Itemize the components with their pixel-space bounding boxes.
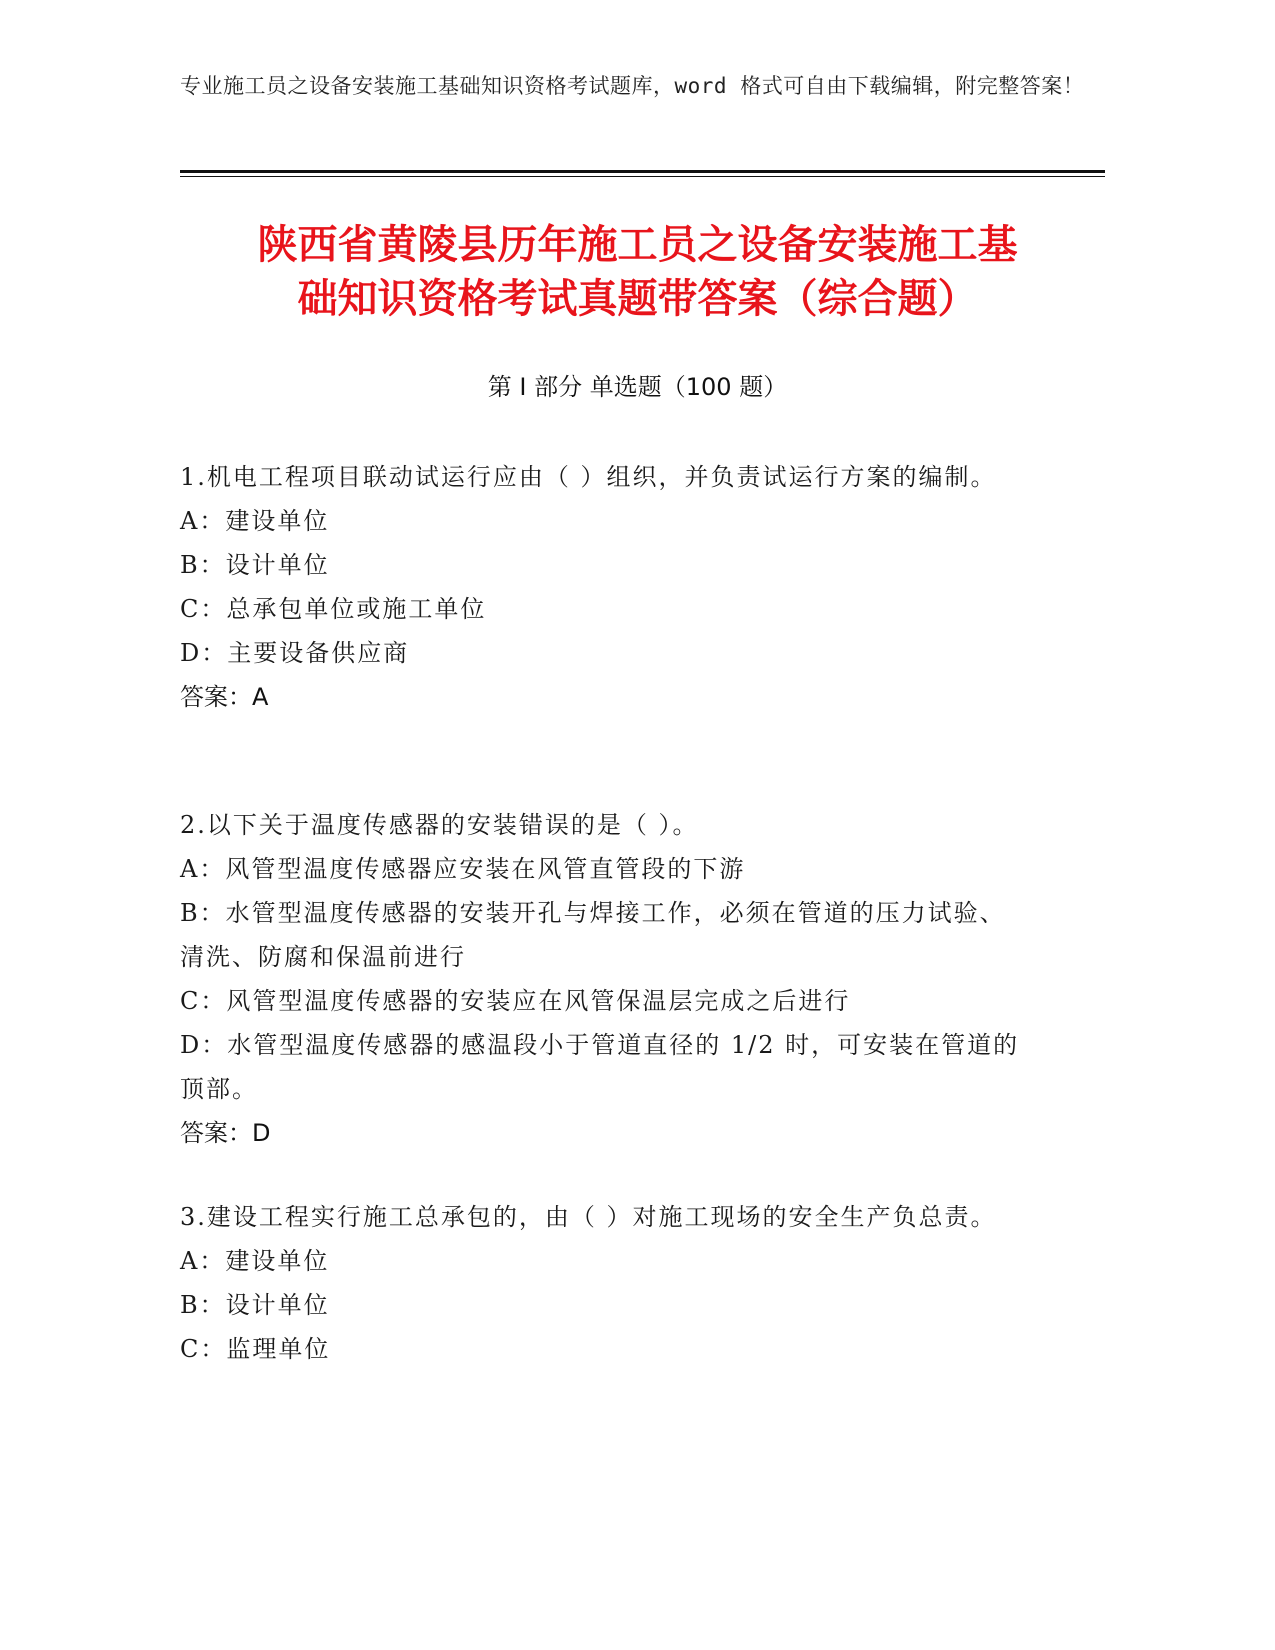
header-note: 专业施工员之设备安装施工基础知识资格考试题库，word 格式可自由下载编辑，附完整答案！ [180, 74, 1085, 98]
question-stem: 3.建设工程实行施工总承包的，由（ ）对施工现场的安全生产负总责。 [180, 1203, 997, 1231]
option-c: C：监理单位 [180, 1335, 331, 1363]
option-a: A：建设单位 [180, 507, 330, 535]
question-stem: 1.机电工程项目联动试运行应由（ ）组织，并负责试运行方案的编制。 [180, 463, 997, 491]
document-title-line-2: 础知识资格考试真题带答案（综合题） [297, 276, 978, 322]
option-b: B：设计单位 [180, 1291, 330, 1319]
option-c: C：总承包单位或施工单位 [180, 595, 487, 623]
option-c: C：风管型温度传感器的安装应在风管保温层完成之后进行 [180, 987, 851, 1015]
option-a: A：风管型温度传感器应安装在风管直管段的下游 [180, 855, 746, 883]
option-b: B：水管型温度传感器的安装开孔与焊接工作，必须在管道的压力试验、清洗、防腐和保温前进行 [180, 899, 1006, 971]
header-divider-thin [180, 176, 1105, 177]
document-title-line-1: 陕西省黄陵县历年施工员之设备安装施工基 [257, 222, 1018, 268]
option-d: D：主要设备供应商 [180, 639, 410, 667]
question-1 [180, 455, 1030, 719]
answer: 答案：D [180, 1119, 271, 1147]
option-b: B：设计单位 [180, 551, 330, 579]
document-title [150, 218, 1125, 326]
option-d: D：水管型温度传感器的感温段小于管道直径的 1/2 时，可安装在管道的顶部。 [180, 1031, 1020, 1103]
option-a: A：建设单位 [180, 1247, 330, 1275]
section-title: 第 I 部分 单选题（100 题） [487, 373, 788, 401]
question-3 [180, 1195, 1030, 1371]
answer: 答案：A [180, 683, 269, 711]
question-2 [180, 803, 1030, 1155]
header-divider-thick [180, 170, 1105, 173]
question-stem: 2.以下关于温度传感器的安装错误的是（ ）。 [180, 811, 699, 839]
